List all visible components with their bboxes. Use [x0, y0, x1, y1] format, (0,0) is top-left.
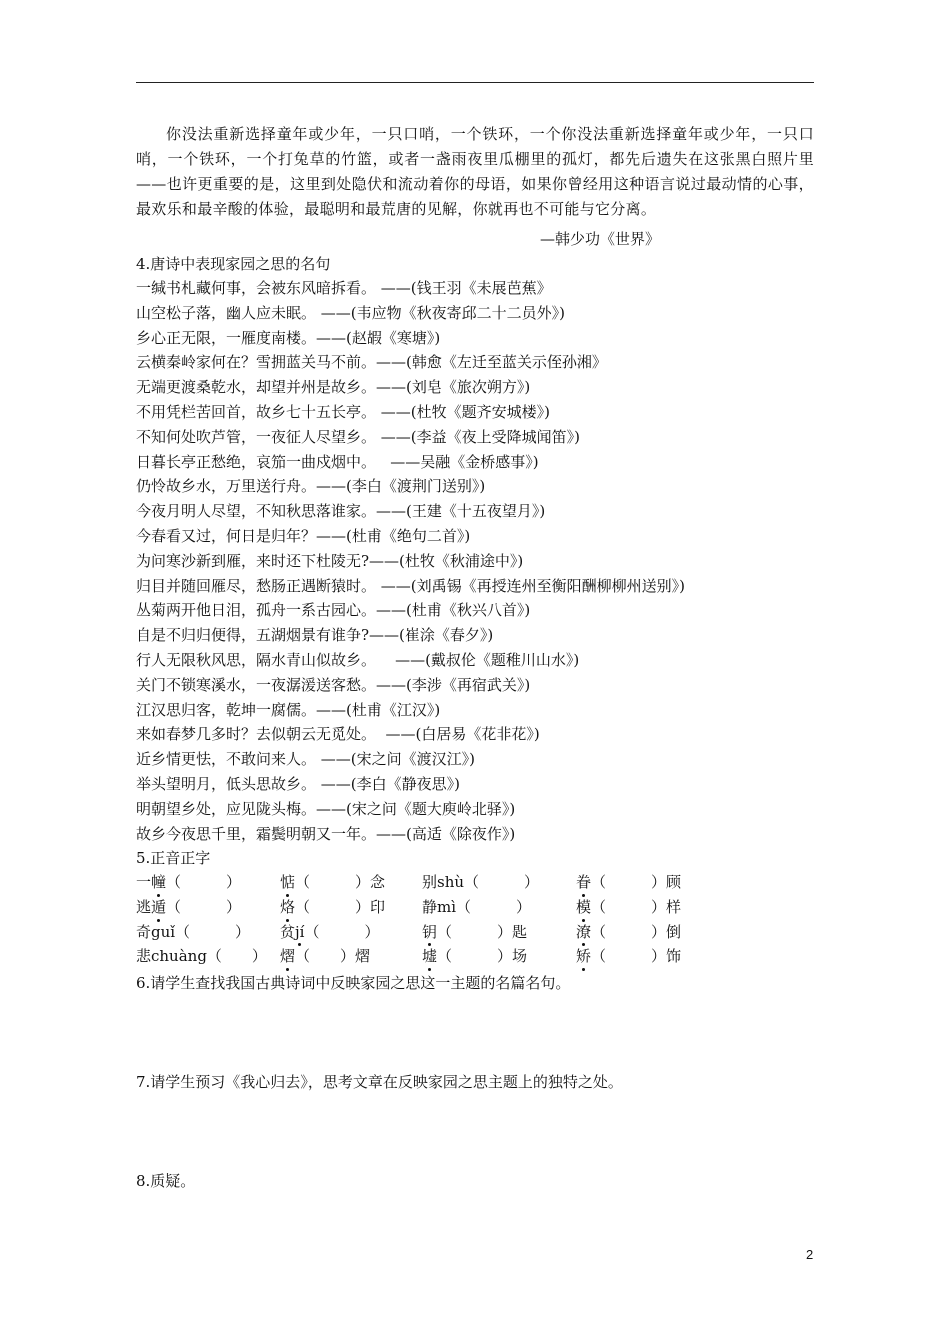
pronunciation-item: 静mì（ ） — [422, 897, 532, 916]
pronunciation-item: 眷（ ）顾 — [576, 870, 681, 895]
poem-line: 乡心正无限，一雁度南楼。——(赵嘏《寒塘》) — [136, 328, 441, 347]
pronunciation-item: 惦（ ）念 — [280, 870, 385, 895]
poem-line: 近乡情更怯，不敢问来人。 ——(宋之问《渡汉江》) — [136, 750, 475, 769]
poem-line: 今夜月明人尽望，不知秋思落谁家。——(王建《十五夜望月》) — [136, 502, 546, 521]
poem-line: 为问寒沙新到雁，来时还下杜陵无?——(杜牧《秋浦途中》) — [136, 551, 524, 570]
page-number: 2 — [806, 1247, 814, 1262]
poem-line: 无端更渡桑乾水，却望并州是故乡。——(刘皂《旅次朔方》) — [136, 378, 531, 397]
section5-heading: 5.正音正字 — [136, 849, 211, 867]
pronunciation-item: 别shù（ ） — [422, 873, 540, 891]
poem-line: 一缄书札藏何事，会被东风暗拆看。 ——(钱王羽《未展芭蕉》 — [136, 279, 552, 297]
pronunciation-item: 逃遁（ ） — [136, 895, 241, 920]
pronunciation-item: 悲chuàng（ ） — [136, 947, 267, 966]
pronunciation-item: 矫（ ）饰 — [576, 944, 681, 969]
pronunciation-row — [136, 944, 816, 969]
pronunciation-item: 墟（ ）场 — [422, 944, 527, 969]
pronunciation-row — [136, 920, 816, 945]
pronunciation-item: 烙（ ）印 — [280, 895, 385, 920]
pronunciation-grid — [136, 870, 816, 969]
poem-line: 仍怜故乡水，万里送行舟。——(李白《渡荆门送别》) — [136, 477, 486, 496]
intro-paragraph: 你没法重新选择童年或少年，一只口哨，一个铁环，一个你没法重新选择童年或少年，一只口哨，一个铁环，一个打兔草的竹篮，或者一盏雨夜里瓜棚里的孤灯，都先后遗失在这张黑白照片里——也许更重要的是，这里到处隐伏和流动着你的母语，如果你曾经用这种语言说过最动情的心事，最欢乐和最辛酸的体验，最聪明和最荒唐的见解，你就再也不可能与它分离。 — [136, 125, 814, 218]
poem-line: 故乡今夜思千里，霜鬓明朝又一年。——(高适《除夜作》) — [136, 824, 516, 843]
poem-list — [136, 276, 826, 846]
poem-line: 不知何处吹芦管，一夜征人尽望乡。 ——(李益《夜上受降城闻笛》) — [136, 427, 580, 446]
section8-text: 8.质疑。 — [136, 1172, 196, 1190]
poem-line: 明朝望乡处，应见陇头梅。——(宋之问《题大庾岭北驿》) — [136, 799, 516, 818]
poem-line: 举头望明月，低头思故乡。 ——(李白《静夜思》) — [136, 774, 460, 793]
poem-line: 关门不锁寒溪水，一夜潺湲送客愁。——(李涉《再宿武关》) — [136, 675, 531, 694]
poem-line: 江汉思归客，乾坤一腐儒。——(杜甫《江汉》) — [136, 700, 441, 719]
poem-line: 日暮长亭正愁绝，哀笳一曲戍烟中。 ——吴融《金桥感事》) — [136, 452, 539, 471]
poem-line: 今春看又过，何日是归年？——(杜甫《绝句二首》) — [136, 526, 471, 545]
pronunciation-item: 模（ ）样 — [576, 895, 681, 920]
pronunciation-row — [136, 895, 816, 920]
poem-line: 行人无限秋风思，隔水青山似故乡。 ——(戴叔伦《题稚川山水》) — [136, 650, 580, 669]
pronunciation-row — [136, 870, 816, 895]
pronunciation-item: 钥（ ）匙 — [422, 920, 527, 945]
pronunciation-item: 一幢（ ） — [136, 870, 241, 895]
poem-line: 不用凭栏苦回首，故乡七十五长亭。 ——(杜牧《题齐安城楼》) — [136, 402, 550, 421]
section7-text: 7.请学生预习《我心归去》，思考文章在反映家园之思主题上的独特之处。 — [136, 1073, 623, 1091]
intro-attribution: —韩少功《世界》 — [540, 230, 661, 248]
poem-line: 来如春梦几多时？去似朝云无觅处。 ——(白居易《花非花》) — [136, 725, 540, 744]
pronunciation-item: 奇guǐ（ ） — [136, 922, 251, 941]
poem-line: 归目并随回雁尽，愁肠正遇断猿时。 ——(刘禹锡《再授连州至衡阳酬柳柳州送别》) — [136, 576, 685, 595]
poem-line: 云横秦岭家何在？雪拥蓝关马不前。——(韩愈《左迁至蓝关示侄孙湘》 — [136, 353, 607, 372]
pronunciation-item: 熠（ ）熠 — [280, 944, 370, 969]
header-rule — [136, 82, 814, 83]
section4-heading: 4.唐诗中表现家园之思的名句 — [136, 255, 331, 273]
poem-line: 丛菊两开他日泪，孤舟一系古园心。——(杜甫《秋兴八首》) — [136, 601, 531, 620]
poem-line: 自是不归归便得，五湖烟景有谁争?——(崔涂《春夕》) — [136, 626, 494, 645]
section6-text: 6.请学生查找我国古典诗词中反映家园之思这一主题的名篇名句。 — [136, 974, 571, 992]
poem-line: 山空松子落，幽人应未眠。 ——(韦应物《秋夜寄邱二十二员外》) — [136, 303, 565, 322]
pronunciation-item: 贫jí（ ） — [280, 920, 379, 945]
pronunciation-item: 潦（ ）倒 — [576, 920, 681, 945]
